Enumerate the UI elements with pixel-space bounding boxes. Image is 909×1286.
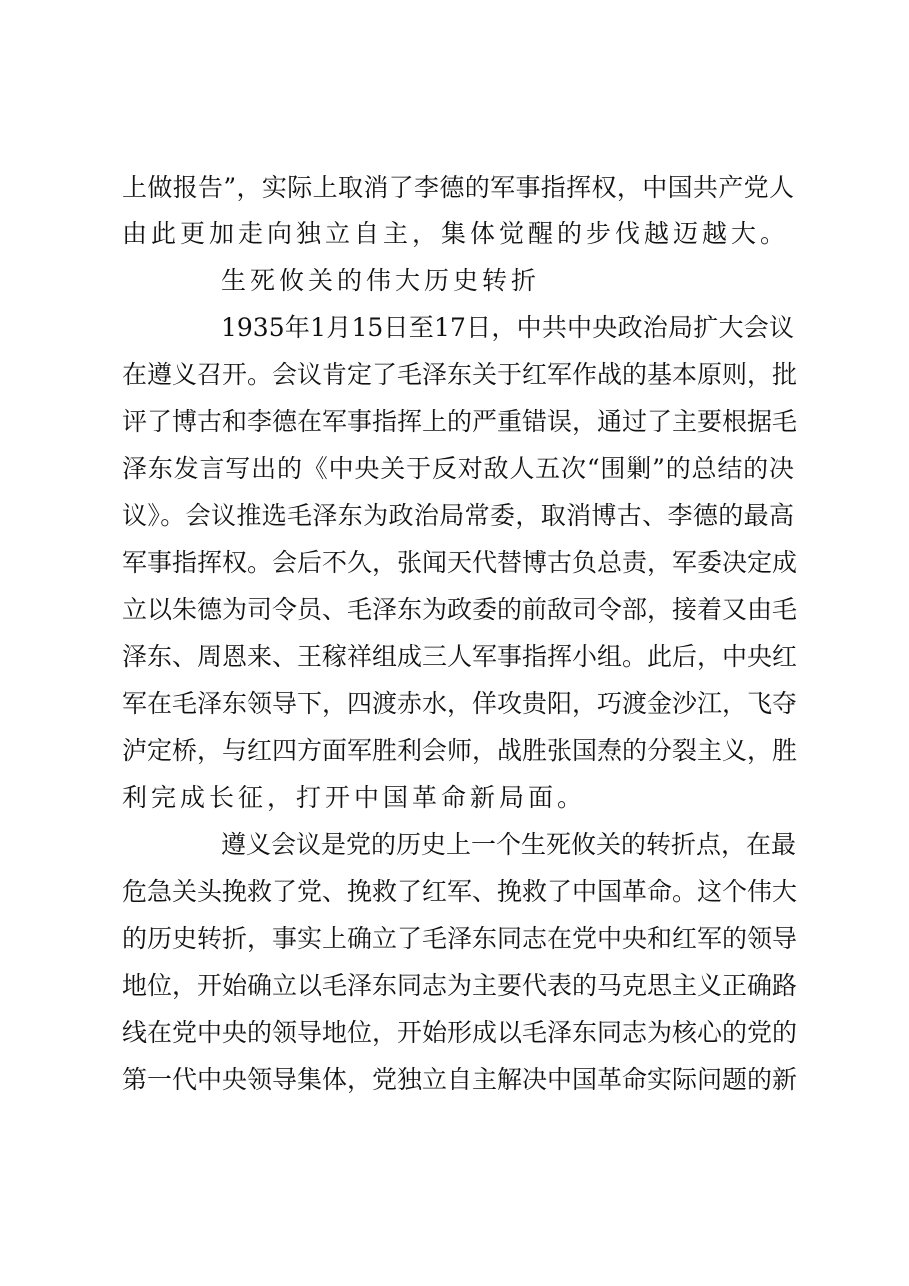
text-line: 第一代中央领导集体，党独立自主解决中国革命实际问题的新: [122, 1065, 798, 1094]
text-line: 上做报告”，实际上取消了李德的军事指挥权，中国共产党人: [122, 173, 794, 202]
text-line: 危急关头挽救了党、挽救了红军、挽救了中国革命。这个伟大: [122, 877, 798, 906]
text-line: 议》。会议推选毛泽东为政治局常委，取消博古、李德的最高: [122, 501, 794, 530]
text-line: 1935年1月15日至17日，中共中央政治局扩大会议: [221, 313, 794, 342]
text-line: 的历史转折，事实上确立了毛泽东同志在党中央和红军的领导: [122, 924, 798, 953]
text-line: 利完成长征，打开中国革命新局面。: [122, 783, 587, 812]
text-line: 泽东发言写出的《中央关于反对敌人五次“围剿”的总结的决: [122, 454, 794, 483]
text-line: 泽东、周恩来、王稼祥组成三人军事指挥小组。此后，中央红: [122, 642, 798, 671]
text-line: 在遵义召开。会议肯定了毛泽东关于红军作战的基本原则，批: [122, 360, 798, 389]
text-line: 立以朱德为司令员、毛泽东为政委的前敌司令部，接着又由毛: [122, 595, 798, 624]
text-line: 线在党中央的领导地位，开始形成以毛泽东同志为核心的党的: [122, 1018, 798, 1047]
section-heading: 生死攸关的伟大历史转折: [221, 266, 541, 295]
text-line: 由此更加走向独立自主，集体觉醒的步伐越迈越大。: [122, 219, 790, 248]
text-line: 泸定桥，与红四方面军胜利会师，战胜张国焘的分裂主义，胜: [122, 736, 798, 765]
text-line: 遵义会议是党的历史上一个生死攸关的转折点，在最: [221, 830, 797, 859]
text-line: 地位，开始确立以毛泽东同志为主要代表的马克思主义正确路: [122, 971, 798, 1000]
text-line: 军事指挥权。会后不久，张闻天代替博古负总责，军委决定成: [122, 548, 798, 577]
text-line: 评了博古和李德在军事指挥上的严重错误，通过了主要根据毛: [122, 407, 798, 436]
text-line: 军在毛泽东领导下，四渡赤水，佯攻贵阳，巧渡金沙江，飞夺: [122, 689, 798, 718]
